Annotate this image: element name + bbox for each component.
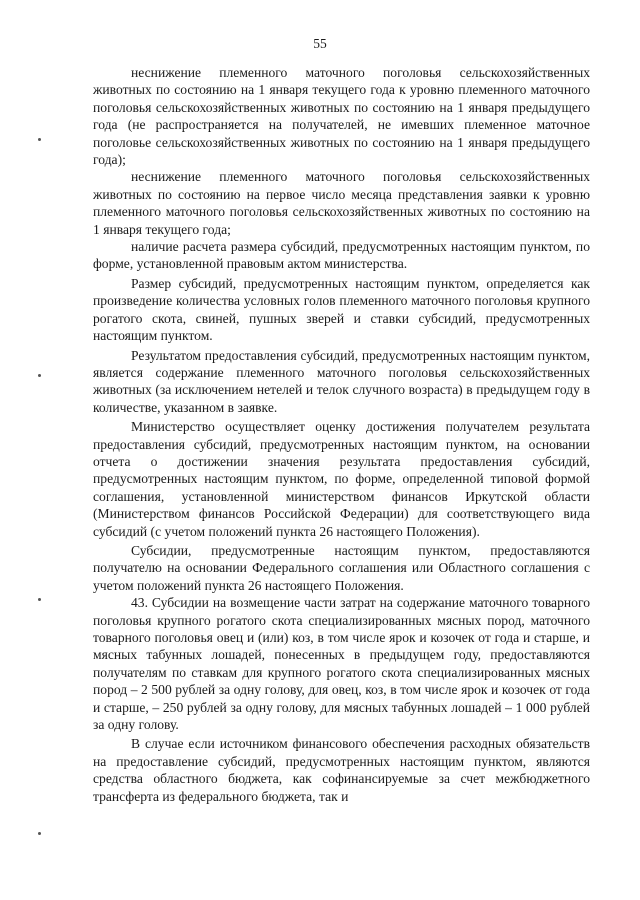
page-number: 55 — [313, 36, 327, 51]
scan-speck — [38, 832, 41, 835]
paragraph-7: Субсидии, предусмотренные настоящим пунктом, предоставляются получателю на основании Федерального соглашения или Областного соглашения с учетом положений пункта 26 настоящего Положения. — [93, 542, 590, 593]
scan-speck — [38, 138, 41, 141]
paragraph-3: наличие расчета размера субсидий, предусмотренных настоящим пунктом, по форме, установленной правовым актом министерства. — [93, 239, 590, 272]
paragraph-9: В случае если источником финансового обеспечения расходных обязательств на предоставление субсидий, предусмотренных настоящим пунктом, являются средства областного бюджета, как софинансируемые за счет межбюджетного трансферта из федерального бюджета, так и — [93, 736, 590, 804]
paragraph-1: неснижение племенного маточного поголовья сельскохозяйственных животных по состоянию на 1 января текущего года к уровню племенного маточного поголовья сельскохозяйственных животных по состоянию на 1 января предыдущего года (не распространяется на получателей, не имевших племенное маточное поголовье сельскохозяйственных животных по состоянию на 1 января предыдущего года); — [93, 65, 590, 168]
paragraph-5: Результатом предоставления субсидий, предусмотренных настоящим пунктом, является содержание племенного маточного поголовья сельскохозяйственных животных (за исключением нетелей и телок случного возраста) в предыдущем году в количестве, указанном в заявке. — [93, 347, 590, 415]
paragraph-4: Размер субсидий, предусмотренных настоящим пунктом, определяется как произведение количества условных голов племенного маточного поголовья крупного рогатого скота, свиней, пушных зверей и ставки субсидий, предусмотренных настоящим пунктом. — [93, 275, 590, 344]
scan-speck — [38, 598, 41, 601]
paragraph-8-section-43: 43. Субсидии на возмещение части затрат на содержание маточного товарного поголовья крупного рогатого скота специализированных мясных пород, маточного товарного поголовья овец и (или) коз, в том числе ярок и козочек от года и старше, и мясных табунных лошадей, понесенных в предыдущем году, предоставляются получателям по ставкам для крупного рогатого скота специализированных мясных пород – 2 500 рублей за одну голову, для овец, коз, в том числе ярок и козочек от года и старше, – 250 рублей за одну голову, для мясных табунных лошадей – 1 000 рублей за одну голову. — [93, 595, 590, 733]
paragraph-2: неснижение племенного маточного поголовья сельскохозяйственных животных по состоянию на первое число месяца представления заявки к уровню племенного маточного поголовья сельскохозяйственных животных по состоянию на 1 января текущего года; — [93, 169, 590, 237]
paragraph-6: Министерство осуществляет оценку достижения получателем результата предоставления субсидий, предусмотренных настоящим пунктом, на основании отчета о достижении значения результата предоставления субсидий, предусмотренных настоящим пунктом, по форме, определенной типовой формой соглашения, установленной министерством финансов Иркутской области (Министерством финансов Российской Федерации) для соответствующего вида субсидий (с учетом положений пункта 26 настоящего Положения). — [93, 419, 590, 539]
document-body — [93, 64, 590, 805]
scan-speck — [38, 374, 41, 377]
